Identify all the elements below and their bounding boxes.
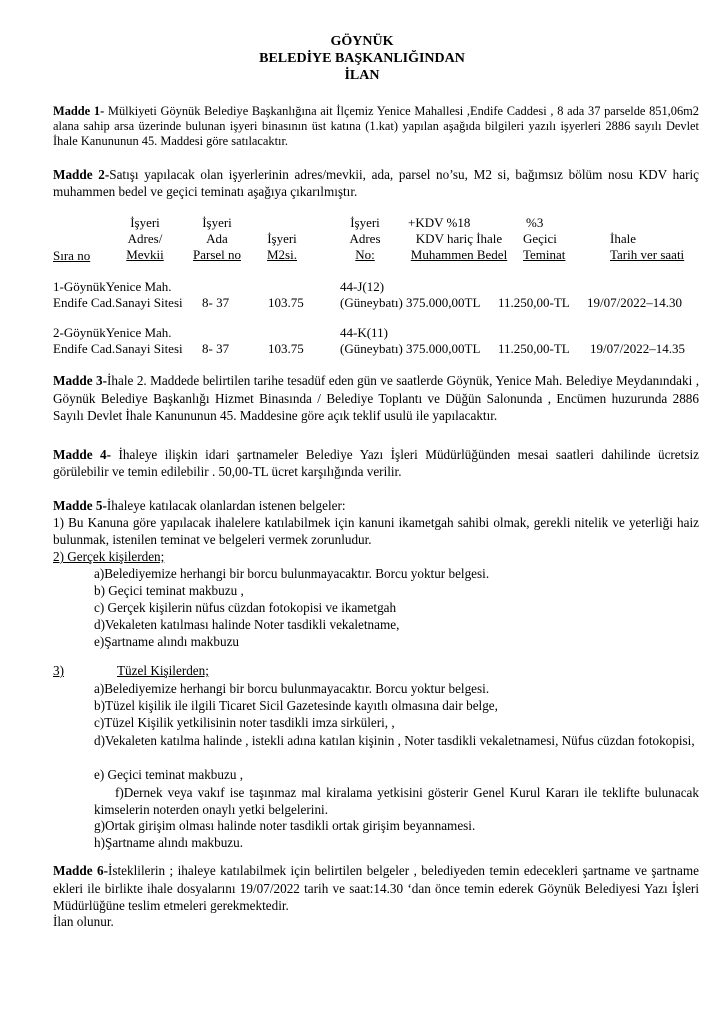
tuzel-item-f: f)Dernek veya vakıf ise taşınmaz mal kiralama yetkisini gösterir Genel Kurul Kararı ile teklifte bulunacak kimselerin noterden onaylı yetki belgelerini.: [94, 785, 699, 817]
madde-5-heading: [53, 497, 699, 514]
madde-5-item-1: 1) Bu Kanuna göre yapılacak ihalelere katılabilmek için kanuni ikametgah sahibi olmak, gerekli nitelik ve yeterliği haiz bulunmak, istenilen teminat ve belgeleri vermek zorunludur.: [53, 515, 699, 547]
gercek-item-c: c) Gerçek kişilerin nüfus cüzdan fotokopisi ve ikametgah: [94, 600, 397, 615]
madde-4: [53, 446, 699, 480]
madde-5-label: Madde 5-: [53, 498, 107, 513]
madde-3-text: İhale 2. Maddede belirtilen tarihe tesadüf eden gün ve saatlerde Göynük, Yenice Mah. Belediye Meydanındaki , Göynük Belediye Başkanlığı Hizmet Binasında / Belediye Toplantı ve Düğün Salonunda , Encümen huzurunda 2886 Sayılı Devlet İhale Kanununun 45. Maddesine göre açık teklif usulü ile yapılacaktır.: [53, 373, 699, 424]
th-ada: İşyeri Ada Parsel no: [192, 215, 242, 262]
th-ihale: İhale Tarih ver saati: [610, 231, 685, 262]
gercek-item-d: d)Vekaleten katılması halinde Noter tasdikli vekaletname,: [94, 617, 400, 632]
tuzel-item-g: g)Ortak girişim olması halinde noter tasdikli ortak girişim beyannamesi.: [94, 818, 476, 833]
row-1-bedel: (Güneybatı) 375.000,00TL: [340, 295, 481, 310]
madde-6: [53, 862, 699, 915]
header-announcement: İLAN: [344, 68, 380, 83]
madde-6-label: Madde 6-: [53, 863, 108, 878]
madde-3: [53, 372, 699, 425]
th-bedel: +KDV %18 KDV hariç İhale Muhammen Bedel: [408, 215, 508, 262]
madde-3-label: Madde 3-: [53, 373, 108, 388]
row-2-location-line1: 2-GöynükYenice Mah.: [53, 325, 172, 340]
madde-1-label: Madde 1-: [53, 104, 105, 118]
tuzel-item-h: h)Şartname alındı makbuzu.: [94, 835, 244, 850]
row-1-location-line2: Endife Cad.Sanayi Sitesi: [53, 295, 183, 310]
row-2-m2: 103.75: [268, 341, 304, 356]
tuzel-item-d: d)Vekaleten katılma halinde , istekli adına katılan kişinin , Noter tasdikli vekaletnamesi, Nüfus cüzdan fotokopisi,: [94, 733, 695, 748]
th-adres-no: İşyeri Adres No:: [349, 215, 381, 262]
tuzel-kisiler-number: 3): [53, 663, 64, 678]
row-1-no: 44-J(12): [340, 279, 385, 294]
row-2-no: 44-K(11): [340, 325, 388, 340]
row-1-ada: 8- 37: [202, 295, 230, 310]
madde-2: [53, 166, 699, 200]
header-municipality: GÖYNÜK: [330, 34, 394, 49]
th-adres: İşyeri Adres/ Mevkii: [126, 215, 164, 262]
gercek-item-e: e)Şartname alındı makbuzu: [94, 634, 240, 649]
th-teminat: %3 Geçici Teminat: [523, 215, 566, 262]
madde-2-label: Madde 2-: [53, 167, 110, 182]
th-m2: İşyeri M2si.: [267, 231, 297, 262]
madde-6-text: İsteklilerin ; ihaleye katılabilmek için belirtilen belgeler , belediyeden temin edecekleri şartname ve şartname ekleri ile birlikte ihale dosyalarını 19/07/2022 tarih ve saat:14.30 ‘dan önce temin ederek Göynük Belediyesi Yazı İşleri Müdürlüğüne teslim etmeleri gerekmektedir.: [53, 863, 699, 913]
row-2-teminat: 11.250,00-TL: [498, 341, 570, 356]
madde-4-label: Madde 4-: [53, 447, 112, 462]
madde-1-text: Mülkiyeti Göynük Belediye Başkanlığına ait İlçemiz Yenice Mahallesi ,Endife Caddesi , 8 ada 37 parselde 851,06m2 alana sahip arsa üzerinde bulunan işyeri binasının üst katına (1.kat) yapılan aşağıda bilgileri yazılı işyerleri 2886 sayılı Devlet İhale Kanununun 45. Maddesi göre satılacaktır.: [53, 104, 700, 148]
closing-statement: İlan olunur.: [53, 914, 114, 929]
gercek-item-a: a)Belediyemize herhangi bir borcu bulunmayacaktır. Borcu yoktur belgesi.: [94, 566, 490, 581]
row-1-m2: 103.75: [268, 295, 304, 310]
row-1-teminat: 11.250,00-TL: [498, 295, 570, 310]
tuzel-item-e: e) Geçici teminat makbuzu ,: [94, 767, 244, 782]
gercek-item-b: b) Geçici teminat makbuzu ,: [94, 583, 244, 598]
header-title: BELEDİYE BAŞKANLIĞINDAN: [259, 51, 465, 66]
row-1-location-line1: 1-GöynükYenice Mah.: [53, 279, 172, 294]
tuzel-item-a: a)Belediyemize herhangi bir borcu bulunmayacaktır. Borcu yoktur belgesi.: [94, 681, 490, 696]
tuzel-item-b: b)Tüzel kişilik ile ilgili Ticaret Sicil Gazetesinde kayıtlı olmasına dair belge,: [94, 698, 498, 713]
madde-5-text: İhaleye katılacak olanlardan istenen belgeler:: [106, 498, 346, 513]
row-2-location-line2: Endife Cad.Sanayi Sitesi: [53, 341, 183, 356]
tuzel-item-c: c)Tüzel Kişilik yetkilisinin noter tasdikli imza sirküleri, ,: [94, 715, 395, 730]
row-2-ada: 8- 37: [202, 341, 230, 356]
madde-4-text: İhaleye ilişkin idari şartnameler Belediye Yazı İşleri Müdürlüğünden mesai saatleri dahilinde ücretsiz görülebilir ve temin edilebilir . 50,00-TL ücret karşılığında verilir.: [53, 447, 699, 479]
row-2-ihale: 19/07/2022–14.35: [590, 341, 685, 356]
row-2-bedel: (Güneybatı) 375.000,00TL: [340, 341, 481, 356]
gercek-kisiler-title: 2) Gerçek kişilerden;: [53, 549, 165, 564]
tuzel-kisiler-title: Tüzel Kişilerden;: [117, 663, 209, 678]
madde-1: [53, 104, 699, 149]
row-1-ihale: 19/07/2022–14.30: [587, 295, 682, 310]
th-sira: Sıra no: [53, 248, 91, 263]
madde-2-text: Satışı yapılacak olan işyerlerinin adres/mevkii, ada, parsel no’su, M2 si, bağımsız bölüm nosu KDV hariç muhammen bedel ve geçici teminatı aşağıya çıkarılmıştır.: [53, 167, 699, 199]
